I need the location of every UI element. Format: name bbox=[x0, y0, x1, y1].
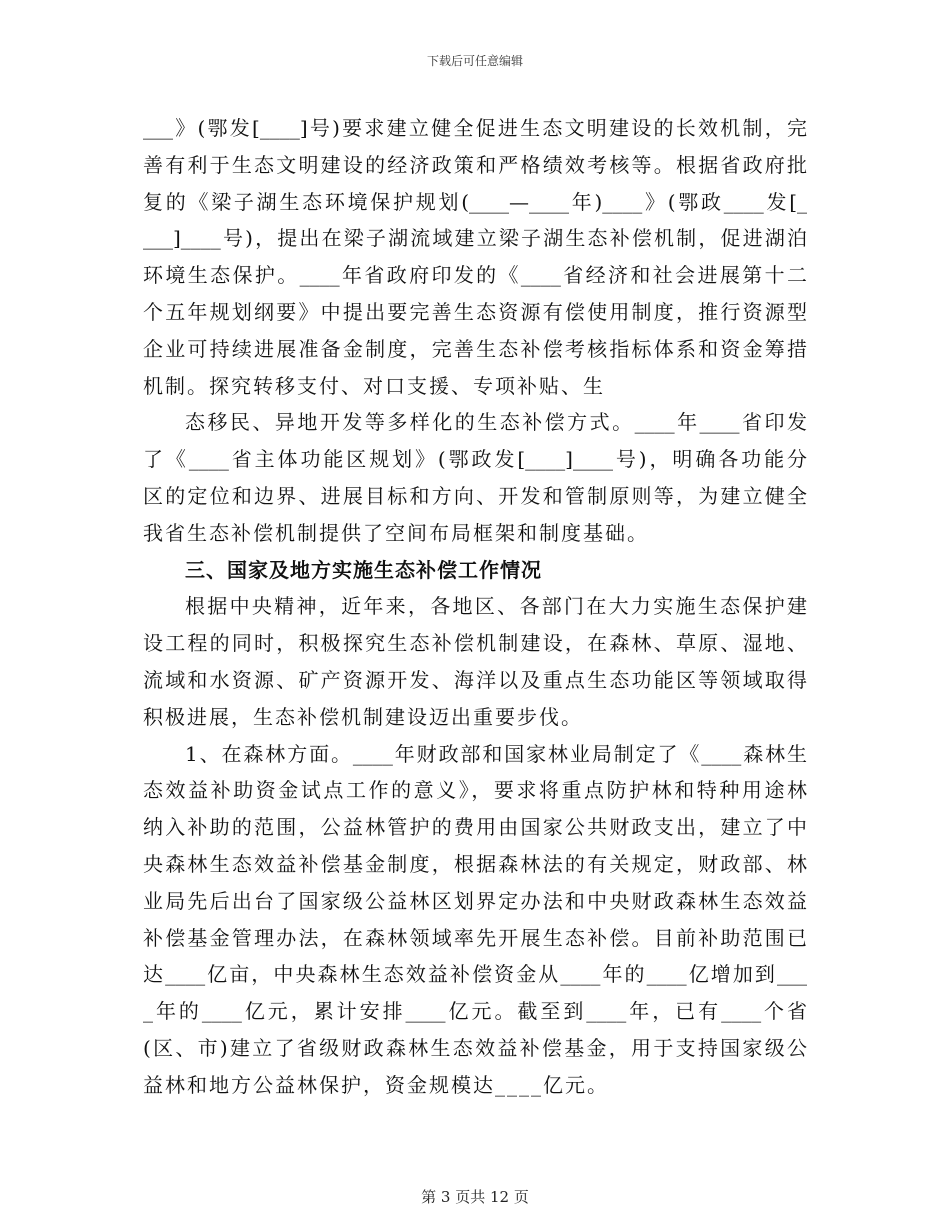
section-heading: 三、国家及地方实施生态补偿工作情况 bbox=[185, 557, 542, 582]
text-line: 流域和水资源、矿产资源开发、海洋以及重点生态功能区等领域取得 bbox=[143, 667, 807, 692]
text-line: 1、在森林方面。____年财政部和国家林业局制定了《____森林生 bbox=[185, 741, 807, 766]
document-body bbox=[143, 110, 807, 1104]
text-line: 了《____省主体功能区规划》(鄂政发[____]____号)，明确各功能分 bbox=[143, 447, 807, 472]
text-line: 企业可持续进展准备金制度，完善生态补偿考核指标体系和资金筹措 bbox=[143, 336, 807, 361]
text-line: 积极进展，生态补偿机制建设迈出重要步伐。 bbox=[143, 704, 583, 729]
text-line: _年的____亿元，累计安排____亿元。截至到____年，已有____个省 bbox=[143, 999, 807, 1024]
text-line: ___》(鄂发[____]号)要求建立健全促进生态文明建设的长效机制，完 bbox=[143, 116, 807, 140]
text-line: ___]____号)，提出在梁子湖流域建立梁子湖生态补偿机制，促进湖泊 bbox=[143, 226, 807, 251]
text-line: 设工程的同时，积极探究生态补偿机制建设，在森林、草原、湿地、 bbox=[143, 631, 807, 656]
text-line: 复的《梁子湖生态环境保护规划(____—____年)____》(鄂政____发[_ bbox=[143, 189, 807, 214]
page-footer: 第 3 页共 12 页 bbox=[421, 1188, 529, 1206]
text-line: 态移民、异地开发等多样化的生态补偿方式。____年____省印发 bbox=[185, 410, 807, 435]
text-line: 益林和地方公益林保护，资金规模达____亿元。 bbox=[143, 1072, 609, 1097]
text-line: 补偿基金管理办法，在森林领域率先开展生态补偿。目前补助范围已 bbox=[143, 925, 807, 950]
text-line: 业局先后出台了国家级公益林区划界定办法和中央财政森林生态效益 bbox=[143, 888, 807, 913]
text-line: 纳入补助的范围，公益林管护的费用由国家公共财政支出，建立了中 bbox=[143, 815, 807, 840]
text-line: 态效益补助资金试点工作的意义》，要求将重点防护林和特种用途林 bbox=[143, 778, 807, 803]
text-line: (区、市)建立了省级财政森林生态效益补偿基金，用于支持国家级公 bbox=[143, 1035, 807, 1060]
text-line: 根据中央精神，近年来，各地区、各部门在大力实施生态保护建 bbox=[185, 594, 807, 619]
text-line: 区的定位和边界、进展目标和方向、开发和管制原则等，为建立健全 bbox=[143, 483, 807, 508]
text-line: 善有利于生态文明建设的经济政策和严格绩效考核等。根据省政府批 bbox=[143, 152, 807, 177]
text-line: 个五年规划纲要》中提出要完善生态资源有偿使用制度，推行资源型 bbox=[143, 299, 807, 324]
text-line: 达____亿亩，中央森林生态效益补偿资金从____年的____亿增加到___ bbox=[143, 962, 807, 987]
text-line: 环境生态保护。____年省政府印发的《____省经济和社会进展第十二 bbox=[143, 263, 807, 288]
text-line: 机制。探究转移支付、对口支援、专项补贴、生 bbox=[143, 373, 605, 398]
text-line: 央森林生态效益补偿基金制度，根据森林法的有关规定，财政部、林 bbox=[143, 851, 807, 876]
text-line: 我省生态补偿机制提供了空间布局框架和制度基础。 bbox=[143, 520, 649, 545]
page-header: 下载后可任意编辑 bbox=[426, 54, 523, 68]
